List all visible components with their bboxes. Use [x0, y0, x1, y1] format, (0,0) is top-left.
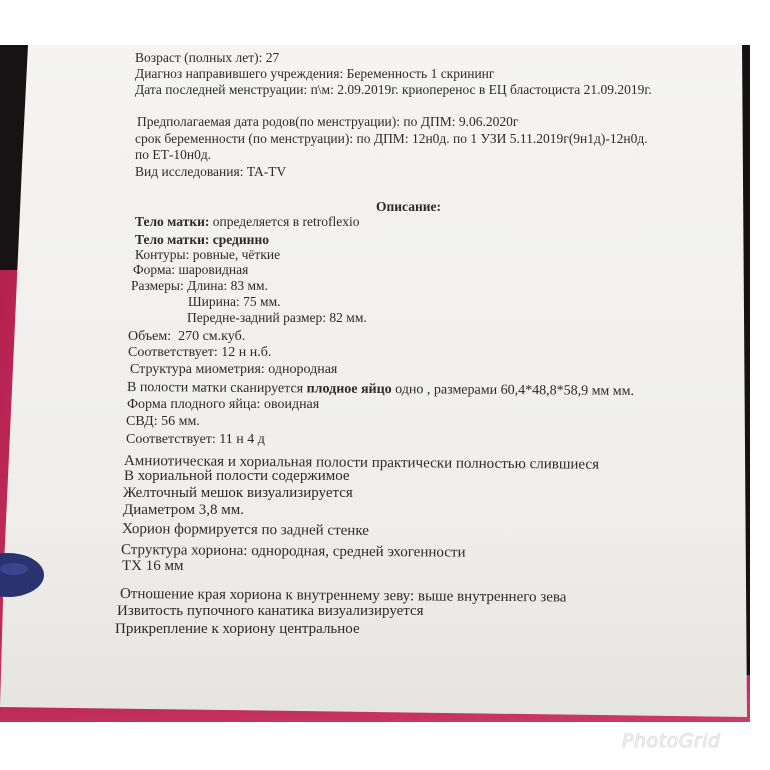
photogrid-watermark: PhotoGrid — [622, 730, 721, 752]
shape: Форма: шаровидная — [133, 262, 249, 277]
myometrium: Структура миометрия: однородная — [130, 362, 338, 377]
chorionic-content: В хориальной полости содержимое — [124, 468, 350, 484]
uterus-position-label: Тело матки: — [135, 214, 210, 229]
yolk-diameter: Диаметром 3,8 мм. — [123, 502, 244, 518]
section-heading: Описание: — [376, 199, 442, 214]
volume: Объем: 270 см.куб. — [128, 329, 246, 344]
chorion-location: Хорион формируется по задней стенке — [121, 521, 369, 539]
size-ap: Передне-задний размер: 82 мм. — [187, 310, 367, 325]
chorion-os: Отношение края хориона к внутреннему зеву: выше внутреннего зева — [119, 586, 567, 606]
msd: СВД: 56 мм. — [126, 414, 200, 429]
uterus-position-value: определяется в retroflexio — [209, 214, 360, 229]
contours: Контуры: ровные, чёткие — [135, 247, 281, 262]
corresponds-uterus: Соответствует: 12 н н.б. — [128, 345, 272, 360]
referral-diagnosis: Диагноз направившего учреждения: Беременность 1 скрининг — [135, 66, 495, 81]
size-length: Размеры: Длина: 83 мм. — [131, 278, 268, 293]
size-width: Ширина: 75 мм. — [188, 294, 281, 309]
cord-insertion: Прикрепление к хориону центральное — [115, 621, 360, 637]
last-menstruation: Дата последней менструации: п\м: 2.09.2019г. криоперенос в ЕЦ бластоциста 21.09.2019г. — [135, 82, 652, 97]
patient-age: Возраст (полных лет): 27 — [135, 50, 280, 65]
pregnancy-term-et: по ЕТ-10н0д. — [135, 147, 212, 162]
chorion-structure: Структура хориона: однородная, средней эхогенности — [120, 542, 466, 561]
gestational-sac-pre: В полости матки сканируется — [126, 380, 307, 397]
sac-shape: Форма плодного яйца: овоидная — [127, 397, 320, 412]
pregnancy-term: срок беременности (по менструации): по ДПМ: 12н0д. по 1 УЗИ 5.11.2019г(9н1д)-12н0д. — [135, 131, 648, 146]
due-date: Предполагаемая дата родов(по менструации): по ДПМ: 9.06.2020г — [137, 114, 519, 129]
study-type: Вид исследования: TA-TV — [135, 164, 287, 179]
yolk-sac: Желточный мешок визуализируется — [123, 485, 353, 501]
amnio-chorion: Амниотическая и хориальная полости практически полностью слившиеся — [123, 453, 600, 473]
fingernail-highlight — [0, 563, 28, 575]
corresponds-sac: Соответствует: 11 н 4 д — [126, 432, 265, 447]
gestational-sac-post: одно , размерами 60,4*48,8*58,9 мм мм. — [391, 382, 635, 399]
umbilical-cord: Извитость пупочного канатика визуализируется — [117, 603, 424, 619]
chorion-thickness: ТХ 16 мм — [122, 558, 184, 574]
gestational-sac-bold: плодное яйцо — [306, 381, 392, 398]
uterus-axis: Тело матки: срединно — [135, 232, 269, 247]
uterus-position — [135, 213, 359, 231]
